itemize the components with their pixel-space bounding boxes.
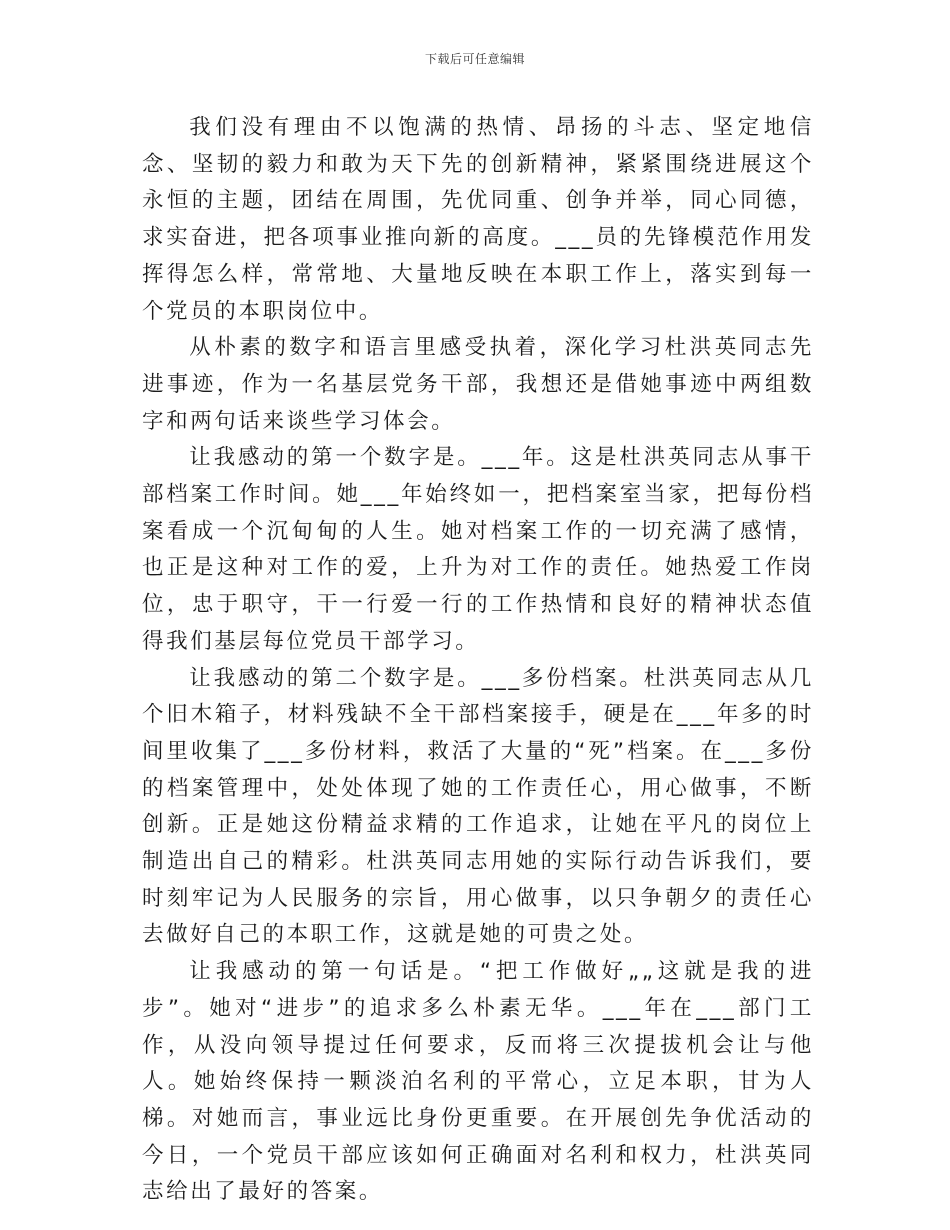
page-header-note: 下载后可任意编辑	[424, 52, 525, 66]
paragraph-2: 从朴素的数字和语言里感受执着，深化学习杜洪英同志先进事迹，作为一名基层党务干部，我想还是借她事迹中两组数字和两句话来谈些学习体会。	[142, 335, 814, 434]
paragraph-5: 让我感动的第一句话是。“把工作做好„„这就是我的进步”。她对“进步”的追求多么朴素无华。___年在___部门工作，从没向领导提过任何要求，反而将三次提拔机会让与他人。她始终保持一颗淡泊名利的平常心，立足本职，甘为人梯。对她而言，事业远比身份更重要。在开展创先争优活动的今日，一个党员干部应该如何正确面对名利和权力，杜洪英同志给出了最好的答案。	[142, 959, 814, 1205]
document-body	[142, 110, 814, 1211]
paragraph-4: 让我感动的第二个数字是。___多份档案。杜洪英同志从几个旧木箱子，材料残缺不全干部档案接手，硬是在___年多的时间里收集了___多份材料，救活了大量的“死”档案。在___多份的档案管理中，处处体现了她的工作责任心，用心做事，不断创新。正是她这份精益求精的工作追求，让她在平凡的岗位上制造出自己的精彩。杜洪英同志用她的实际行动告诉我们，要时刻牢记为人民服务的宗旨，用心做事，以只争朝夕的责任心去做好自己的本职工作，这就是她的可贵之处。	[142, 665, 814, 948]
paragraph-1: 我们没有理由不以饱满的热情、昂扬的斗志、坚定地信念、坚韧的毅力和敢为天下先的创新精神，紧紧围绕进展这个永恒的主题，团结在周围，先优同重、创争并举，同心同德，求实奋进，把各项事业推向新的高度。___员的先锋模范作用发挥得怎么样，常常地、大量地反映在本职工作上，落实到每一个党员的本职岗位中。	[142, 115, 814, 324]
paragraph-3: 让我感动的第一个数字是。___年。这是杜洪英同志从事干部档案工作时间。她___年始终如一，把档案室当家，把每份档案看成一个沉甸甸的人生。她对档案工作的一切充满了感情，也正是这种对工作的爱，上升为对工作的责任。她热爱工作岗位，忠于职守，干一行爱一行的工作热情和良好的精神状态值得我们基层每位党员干部学习。	[142, 445, 814, 654]
